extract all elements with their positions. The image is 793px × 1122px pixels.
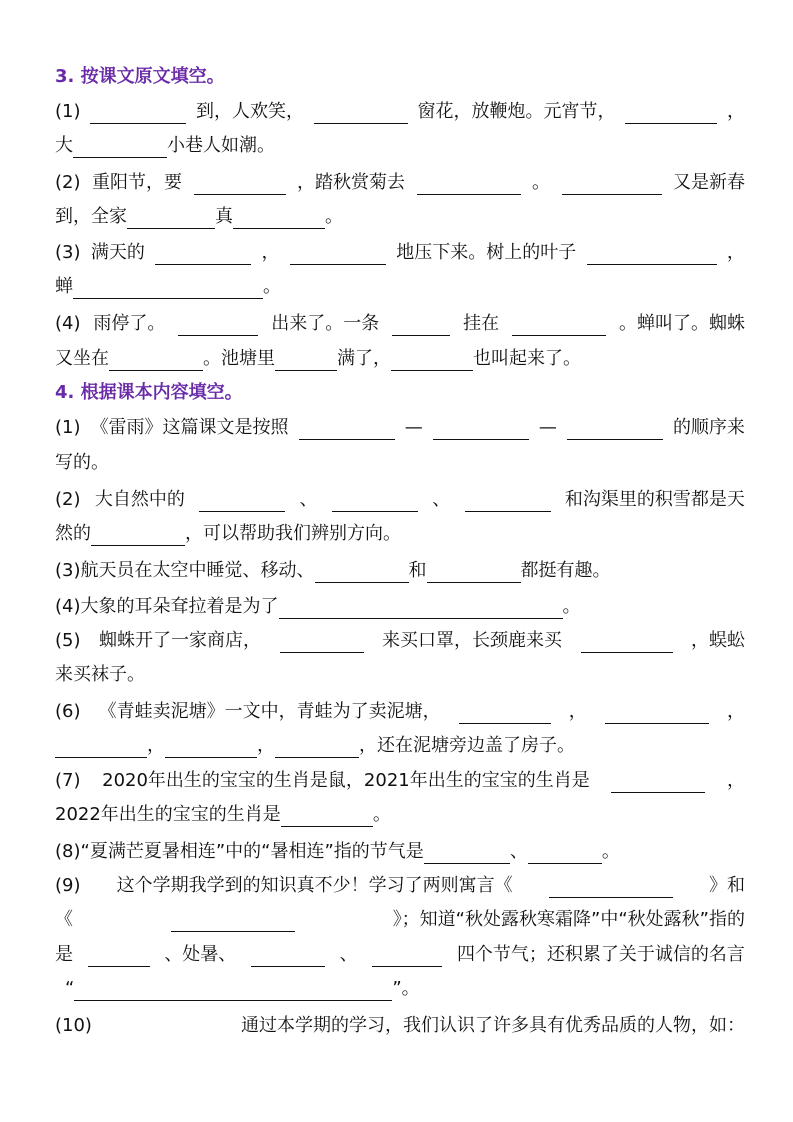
answer-blank[interactable] [178,313,258,336]
answer-blank[interactable] [251,944,325,967]
answer-blank[interactable] [392,313,450,336]
answer-blank[interactable] [611,770,705,793]
question-4-1-line-2: 写的。 [55,452,109,473]
answer-blank[interactable] [549,875,673,898]
answer-blank[interactable] [74,978,392,1001]
question-number: (4) [55,313,81,334]
question-number: (1) [55,417,81,438]
question-4-8-line: (8) “夏满芒夏暑相连”中的“暑相连”指的节气是 、 。 [55,837,745,867]
answer-blank[interactable] [88,944,150,967]
answer-blank[interactable] [279,596,563,619]
question-4-9-line-2: 《 》；知道“秋处露秋寒霜降”中“秋处露秋”指的 [55,909,745,930]
answer-blank[interactable] [233,206,325,229]
question-4-3-line: (3) 航天员在太空中睡觉、移动、 和 都挺有趣。 [55,556,745,586]
question-number: (1) [55,101,81,122]
answer-blank[interactable] [372,944,442,967]
question-4-9-line-3: 是 、处暑、 、 四个节气；还积累了关于诚信的名言 [55,944,745,965]
question-number: (3) [55,242,81,263]
question-4-2-line-1: (2) 大自然中的 、 、 和沟渠里的积雪都是天 [55,485,745,515]
question-number: (5) [55,630,81,651]
answer-blank[interactable] [275,735,359,758]
question-number: (3) [55,560,81,581]
answer-blank[interactable] [199,489,285,512]
answer-blank[interactable] [194,172,286,195]
answer-blank[interactable] [165,735,257,758]
question-3-4-line-2: 又坐在 。池塘里 满了， 也叫起来了。 [55,348,581,369]
question-4-7-line-1: (7) 2020年出生的宝宝的生肖是鼠，2021年出生的宝宝的生肖是 ， [55,766,745,796]
question-4-6-line-2: ， ， ，还在泥塘旁边盖了房子。 [55,731,745,761]
question-4-9-line-4: “ ”。 [65,978,420,999]
answer-blank[interactable] [275,348,337,371]
answer-blank[interactable] [299,417,395,440]
answer-blank[interactable] [424,841,510,864]
answer-blank[interactable] [171,909,295,932]
question-4-1-line-1: (1) 《雷雨》这篇课文是按照 — — 的顺序来 [55,413,745,443]
answer-blank[interactable] [290,242,386,265]
question-number: (2) [55,489,81,510]
answer-blank[interactable] [605,701,709,724]
answer-blank[interactable] [332,489,418,512]
question-number: (9) [55,875,81,896]
answer-blank[interactable] [127,206,215,229]
question-4-9-line-1: (9) 这个学期我学到的知识真不少！学习了两则寓言《 》和 [55,871,745,901]
answer-blank[interactable] [314,101,408,124]
question-number: (2) [55,172,81,193]
answer-blank[interactable] [581,630,673,653]
answer-blank[interactable] [391,348,473,371]
answer-blank[interactable] [562,172,662,195]
question-3-1-line-1: (1) 到，人欢笑， 窗花，放鞭炮。元宵节， ， [55,97,745,127]
answer-blank[interactable] [73,276,263,299]
answer-blank[interactable] [90,101,186,124]
answer-blank[interactable] [281,804,373,827]
question-3-3-line-1: (3) 满天的 ， 地压下来。树上的叶子 ， [55,238,745,268]
answer-blank[interactable] [73,135,167,158]
question-3-2-line-1: (2) 重阳节，要 ，踏秋赏菊去 。 又是新春 [55,168,745,198]
answer-blank[interactable] [512,313,606,336]
question-4-10-line: (10) 通过本学期的学习，我们认识了许多具有优秀品质的人物，如： [55,1011,745,1041]
answer-blank[interactable] [155,242,251,265]
answer-blank[interactable] [433,417,529,440]
answer-blank[interactable] [280,630,364,653]
answer-blank[interactable] [109,348,203,371]
question-4-5-line-2: 来买袜子。 [55,664,145,685]
question-4-2-line-2: 然的 ，可以帮助我们辨别方向。 [55,523,401,544]
question-3-2-line-2: 到，全家 真 。 [55,206,343,227]
question-3-1-line-2: 大 小巷人如潮。 [55,135,275,156]
question-number: (4) [55,596,81,617]
answer-blank[interactable] [315,560,409,583]
answer-blank[interactable] [625,101,717,124]
question-number: (8) [55,841,81,862]
answer-blank[interactable] [587,242,717,265]
question-number: (6) [55,701,81,722]
answer-blank[interactable] [459,701,551,724]
question-4-6-line-1: (6) 《青蛙卖泥塘》一文中，青蛙为了卖泥塘， ， ， [55,697,745,727]
answer-blank[interactable] [91,523,185,546]
section-4-title: 4. 根据课本内容填空。 [55,382,243,403]
question-4-7-line-2: 2022年出生的宝宝的生肖是 。 [55,804,391,825]
section-3-title: 3. 按课文原文填空。 [55,66,225,87]
question-number: (7) [55,770,81,791]
answer-blank[interactable] [567,417,663,440]
question-4-5-line-1: (5) 蜘蛛开了一家商店， 来买口罩，长颈鹿来买 ，蜈蚣 [55,626,745,656]
answer-blank[interactable] [528,841,602,864]
question-number: (10) [55,1015,92,1036]
answer-blank[interactable] [465,489,551,512]
question-3-3-line-2: 蝉 。 [55,276,281,297]
question-3-4-line-1: (4) 雨停了。 出来了。一条 挂在 。蝉叫了。蜘蛛 [55,309,745,339]
answer-blank[interactable] [427,560,521,583]
answer-blank[interactable] [417,172,521,195]
answer-blank[interactable] [55,735,147,758]
question-4-4-line: (4) 大象的耳朵耷拉着是为了 。 [55,592,745,622]
